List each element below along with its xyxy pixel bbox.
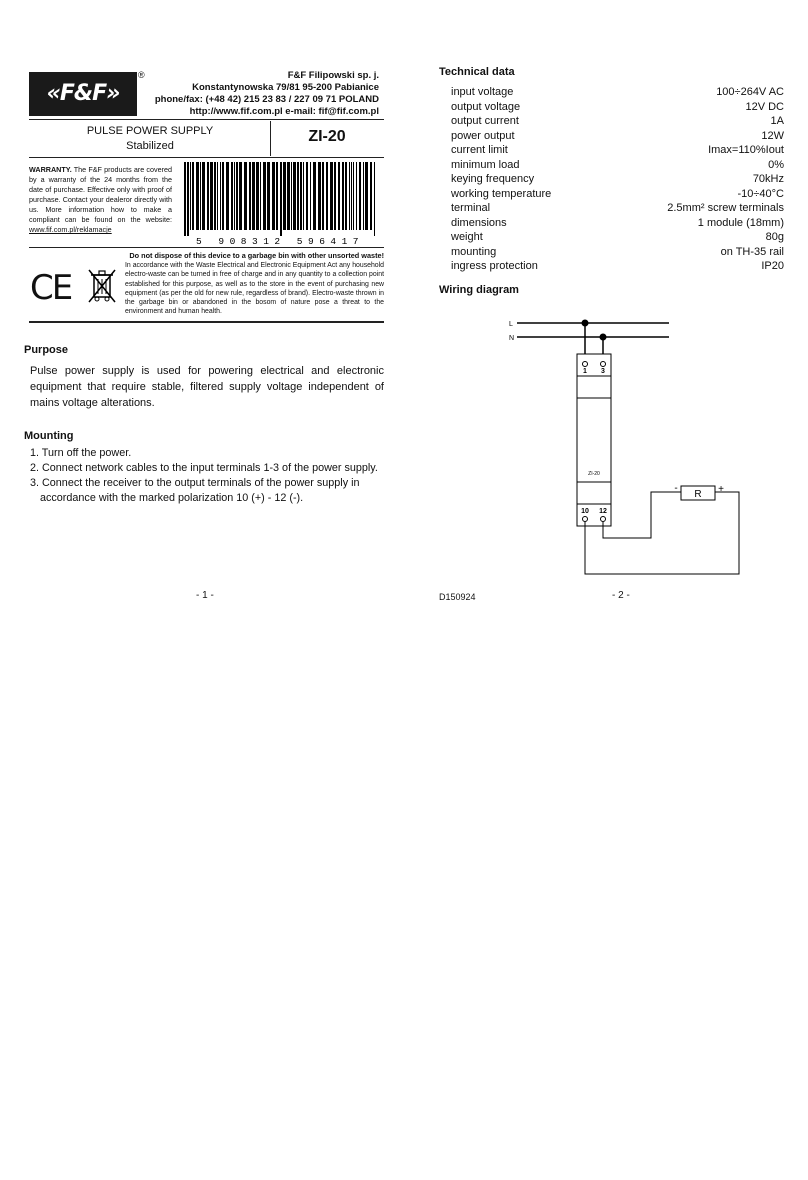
tech-label: output voltage [451, 100, 521, 113]
tech-value: on TH-35 rail [720, 245, 784, 258]
terminal-1 [583, 362, 588, 367]
tech-label: terminal [451, 202, 491, 214]
minus-sign: - [674, 483, 678, 494]
model-number: ZI-20 [308, 128, 346, 145]
barcode-bar [363, 162, 364, 230]
barcode-bar [353, 162, 354, 230]
barcode-bar [365, 162, 368, 230]
terminal-10 [583, 517, 588, 522]
barcode-bar [310, 162, 311, 230]
load-label: R [694, 489, 702, 500]
tech-value: 12V DC [745, 100, 784, 113]
terminal-3 [601, 362, 606, 367]
warranty-body: The F&F products are covered by a warranty of the 24 months from the date of purchase. Effective only with proof of purchase. Contact your dealeror directly with us. More information how to make a compliant can be found on the website: [29, 165, 172, 224]
warranty-link[interactable]: www.fif.com.pl/reklamacje [29, 225, 112, 234]
crossed-out-bin-icon [86, 267, 118, 305]
tech-label: dimensions [451, 216, 507, 229]
tech-label: minimum load [451, 158, 520, 171]
barcode-bar [334, 162, 336, 230]
term-3-label: 3 [601, 368, 605, 375]
tech-value: 70kHz [752, 173, 784, 185]
company-web: http://www.fif.com.pl e-mail: fif@fif.com.pl [189, 106, 379, 117]
tech-label: ingress protection [451, 260, 538, 272]
page-number-right: - 2 - [612, 590, 630, 601]
barcode-bar [356, 162, 357, 230]
company-name: F&F Filipowski sp. j. [287, 70, 379, 81]
barcode-bar [330, 162, 333, 230]
purpose-body: Pulse power supply is used for powering electrical and electronic equipment that require stable, filtered supply voltage independent of mains voltage alterations. [30, 365, 384, 409]
page-number-left: - 1 - [196, 590, 214, 601]
barcode-bar [359, 162, 361, 230]
term-1-label: 1 [583, 368, 587, 375]
device-label: ZI-20 [588, 471, 600, 477]
tech-label: power output [451, 129, 515, 142]
tech-value: 2.5mm² screw terminals [667, 202, 784, 214]
barcode-bar [370, 162, 372, 230]
tech-row [451, 172, 784, 187]
tech-label: current limit [451, 144, 508, 156]
weee-top-divider [29, 247, 384, 248]
barcode-bar [184, 162, 186, 236]
barcode-bar [202, 162, 205, 230]
barcode-bar [222, 162, 224, 230]
weee-title: Do not dispose of this device to a garbage bin with other unsorted waste! [129, 251, 384, 260]
wire-to-load-minus [603, 492, 681, 538]
plus-sign: + [718, 484, 724, 495]
term-10-label: 10 [581, 508, 589, 515]
tech-row [451, 158, 784, 173]
barcode-bar [306, 162, 308, 230]
tech-label: output current [451, 115, 519, 127]
tech-label: weight [451, 231, 483, 243]
mounting-step-2: 2. Connect network cables to the input terminals 1-3 of the power supply. [30, 462, 378, 474]
barcode-bar [322, 162, 324, 230]
barcode-bar [326, 162, 328, 230]
barcode-bar [349, 162, 350, 230]
tech-value: -10÷40°C [737, 187, 784, 200]
registered-mark: ® [138, 70, 145, 80]
technical-data-table [451, 85, 784, 274]
barcode-bar [283, 162, 286, 230]
purpose-title: Purpose [24, 344, 69, 356]
barcode-bar [313, 162, 316, 230]
weee-text: In accordance with the Waste Electrical and Electronic Equipment Act any household electro-waste can be turned in free of charge and in any quantity to a collection point established for this purpose, as well as to the store in the event of purchasing new equipment (as per the old for new rule, regardless of brand). Electro-waste thrown in the garbage bin or abandoned in the bosom of nature pose a threat to the environment and human health. [125, 262, 384, 316]
header-divider [29, 119, 384, 120]
barcode-bar [267, 162, 270, 230]
tech-value: 100÷264V AC [716, 86, 784, 98]
tech-row [451, 129, 784, 144]
barcode-bar [200, 162, 201, 230]
barcode-bar [190, 162, 191, 230]
tech-value: 1A [770, 115, 784, 127]
warranty-text [29, 165, 172, 235]
barcode-digits: 5 908312 596417 [195, 236, 365, 246]
barcode-bar [291, 162, 292, 230]
barcode-bar [207, 162, 209, 230]
tech-row [451, 114, 784, 129]
barcode-bar [252, 162, 255, 230]
mounting-step-1: 1. Turn off the power. [30, 447, 132, 459]
junction-l [582, 320, 589, 327]
ff-logo: «F&F» [29, 72, 137, 116]
barcode-bar [220, 162, 221, 230]
junction-n [600, 334, 607, 341]
tech-value: 0% [768, 158, 784, 171]
tech-label: keying frequency [451, 173, 535, 185]
tech-row [451, 216, 784, 231]
barcode-bar [351, 162, 352, 230]
barcode-bar [338, 162, 340, 230]
label-l: L [509, 321, 513, 328]
tech-row [451, 100, 784, 115]
barcode [176, 162, 384, 246]
barcode-bar [276, 162, 278, 230]
tech-value: 12W [761, 129, 784, 142]
device-body [577, 354, 611, 526]
tech-label: input voltage [451, 86, 514, 98]
barcode-bar [196, 162, 199, 230]
barcode-bar [297, 162, 299, 230]
barcode-bar [236, 162, 238, 230]
barcode-bar [342, 162, 344, 230]
barcode-bar [374, 162, 375, 236]
tech-row [451, 201, 784, 216]
document-code: D150924 [439, 592, 476, 602]
barcode-bar [187, 162, 189, 236]
weee-bottom-divider [29, 321, 384, 323]
barcode-bar [192, 162, 194, 230]
company-phone: phone/fax: (+48 42) 215 23 83 / 227 09 71 POLAND [154, 94, 379, 105]
barcode-bar [256, 162, 259, 230]
tech-value: 1 module (18mm) [697, 216, 784, 229]
terminal-12 [601, 517, 606, 522]
product-subtitle: Stabilized [126, 140, 174, 152]
barcode-bar [210, 162, 213, 230]
tech-row [451, 85, 784, 100]
barcode-bar [260, 162, 261, 230]
label-n: N [509, 335, 515, 342]
tech-row [451, 245, 784, 260]
tech-row [451, 143, 784, 158]
barcode-bar [217, 162, 218, 230]
barcode-bar [231, 162, 233, 230]
technical-title: Technical data [439, 66, 515, 78]
barcode-bar [244, 162, 247, 230]
barcode-bar [272, 162, 275, 230]
company-address: Konstantynowska 79/81 95-200 Pabianice [192, 82, 379, 93]
tech-row [451, 230, 784, 245]
barcode-bar [239, 162, 242, 230]
ce-mark: CE [30, 268, 72, 308]
barcode-bar [249, 162, 251, 230]
mounting-step-3: 3. Connect the receiver to the output terminals of the power supply in accordance with the marked polarization 10 (+) - 12 (-). [30, 477, 360, 504]
tech-label: mounting [451, 245, 497, 258]
barcode-bar [345, 162, 347, 230]
tech-row [451, 259, 784, 274]
barcode-bar [300, 162, 302, 230]
wiring-title: Wiring diagram [439, 284, 519, 296]
warranty-label: WARRANTY. [29, 165, 72, 174]
barcode-bar [263, 162, 266, 230]
tech-row [451, 187, 784, 202]
barcode-bar [318, 162, 321, 230]
tech-value: Imax=110%Iout [708, 144, 784, 156]
barcode-bar [280, 162, 282, 236]
barcode-bar [234, 162, 235, 230]
term-12-label: 12 [599, 508, 607, 515]
product-bottom-divider [29, 157, 384, 158]
barcode-bar [226, 162, 229, 230]
product-divider [270, 121, 271, 156]
barcode-bar [287, 162, 290, 230]
tech-value: 80g [765, 231, 784, 243]
product-name: PULSE POWER SUPPLY [86, 125, 214, 137]
barcode-bar [303, 162, 304, 230]
barcode-bar [293, 162, 296, 230]
barcode-bar [214, 162, 216, 230]
tech-value: IP20 [761, 260, 784, 272]
mounting-title: Mounting [24, 430, 74, 442]
wiring-diagram [505, 314, 745, 584]
tech-label: working temperature [451, 187, 552, 200]
